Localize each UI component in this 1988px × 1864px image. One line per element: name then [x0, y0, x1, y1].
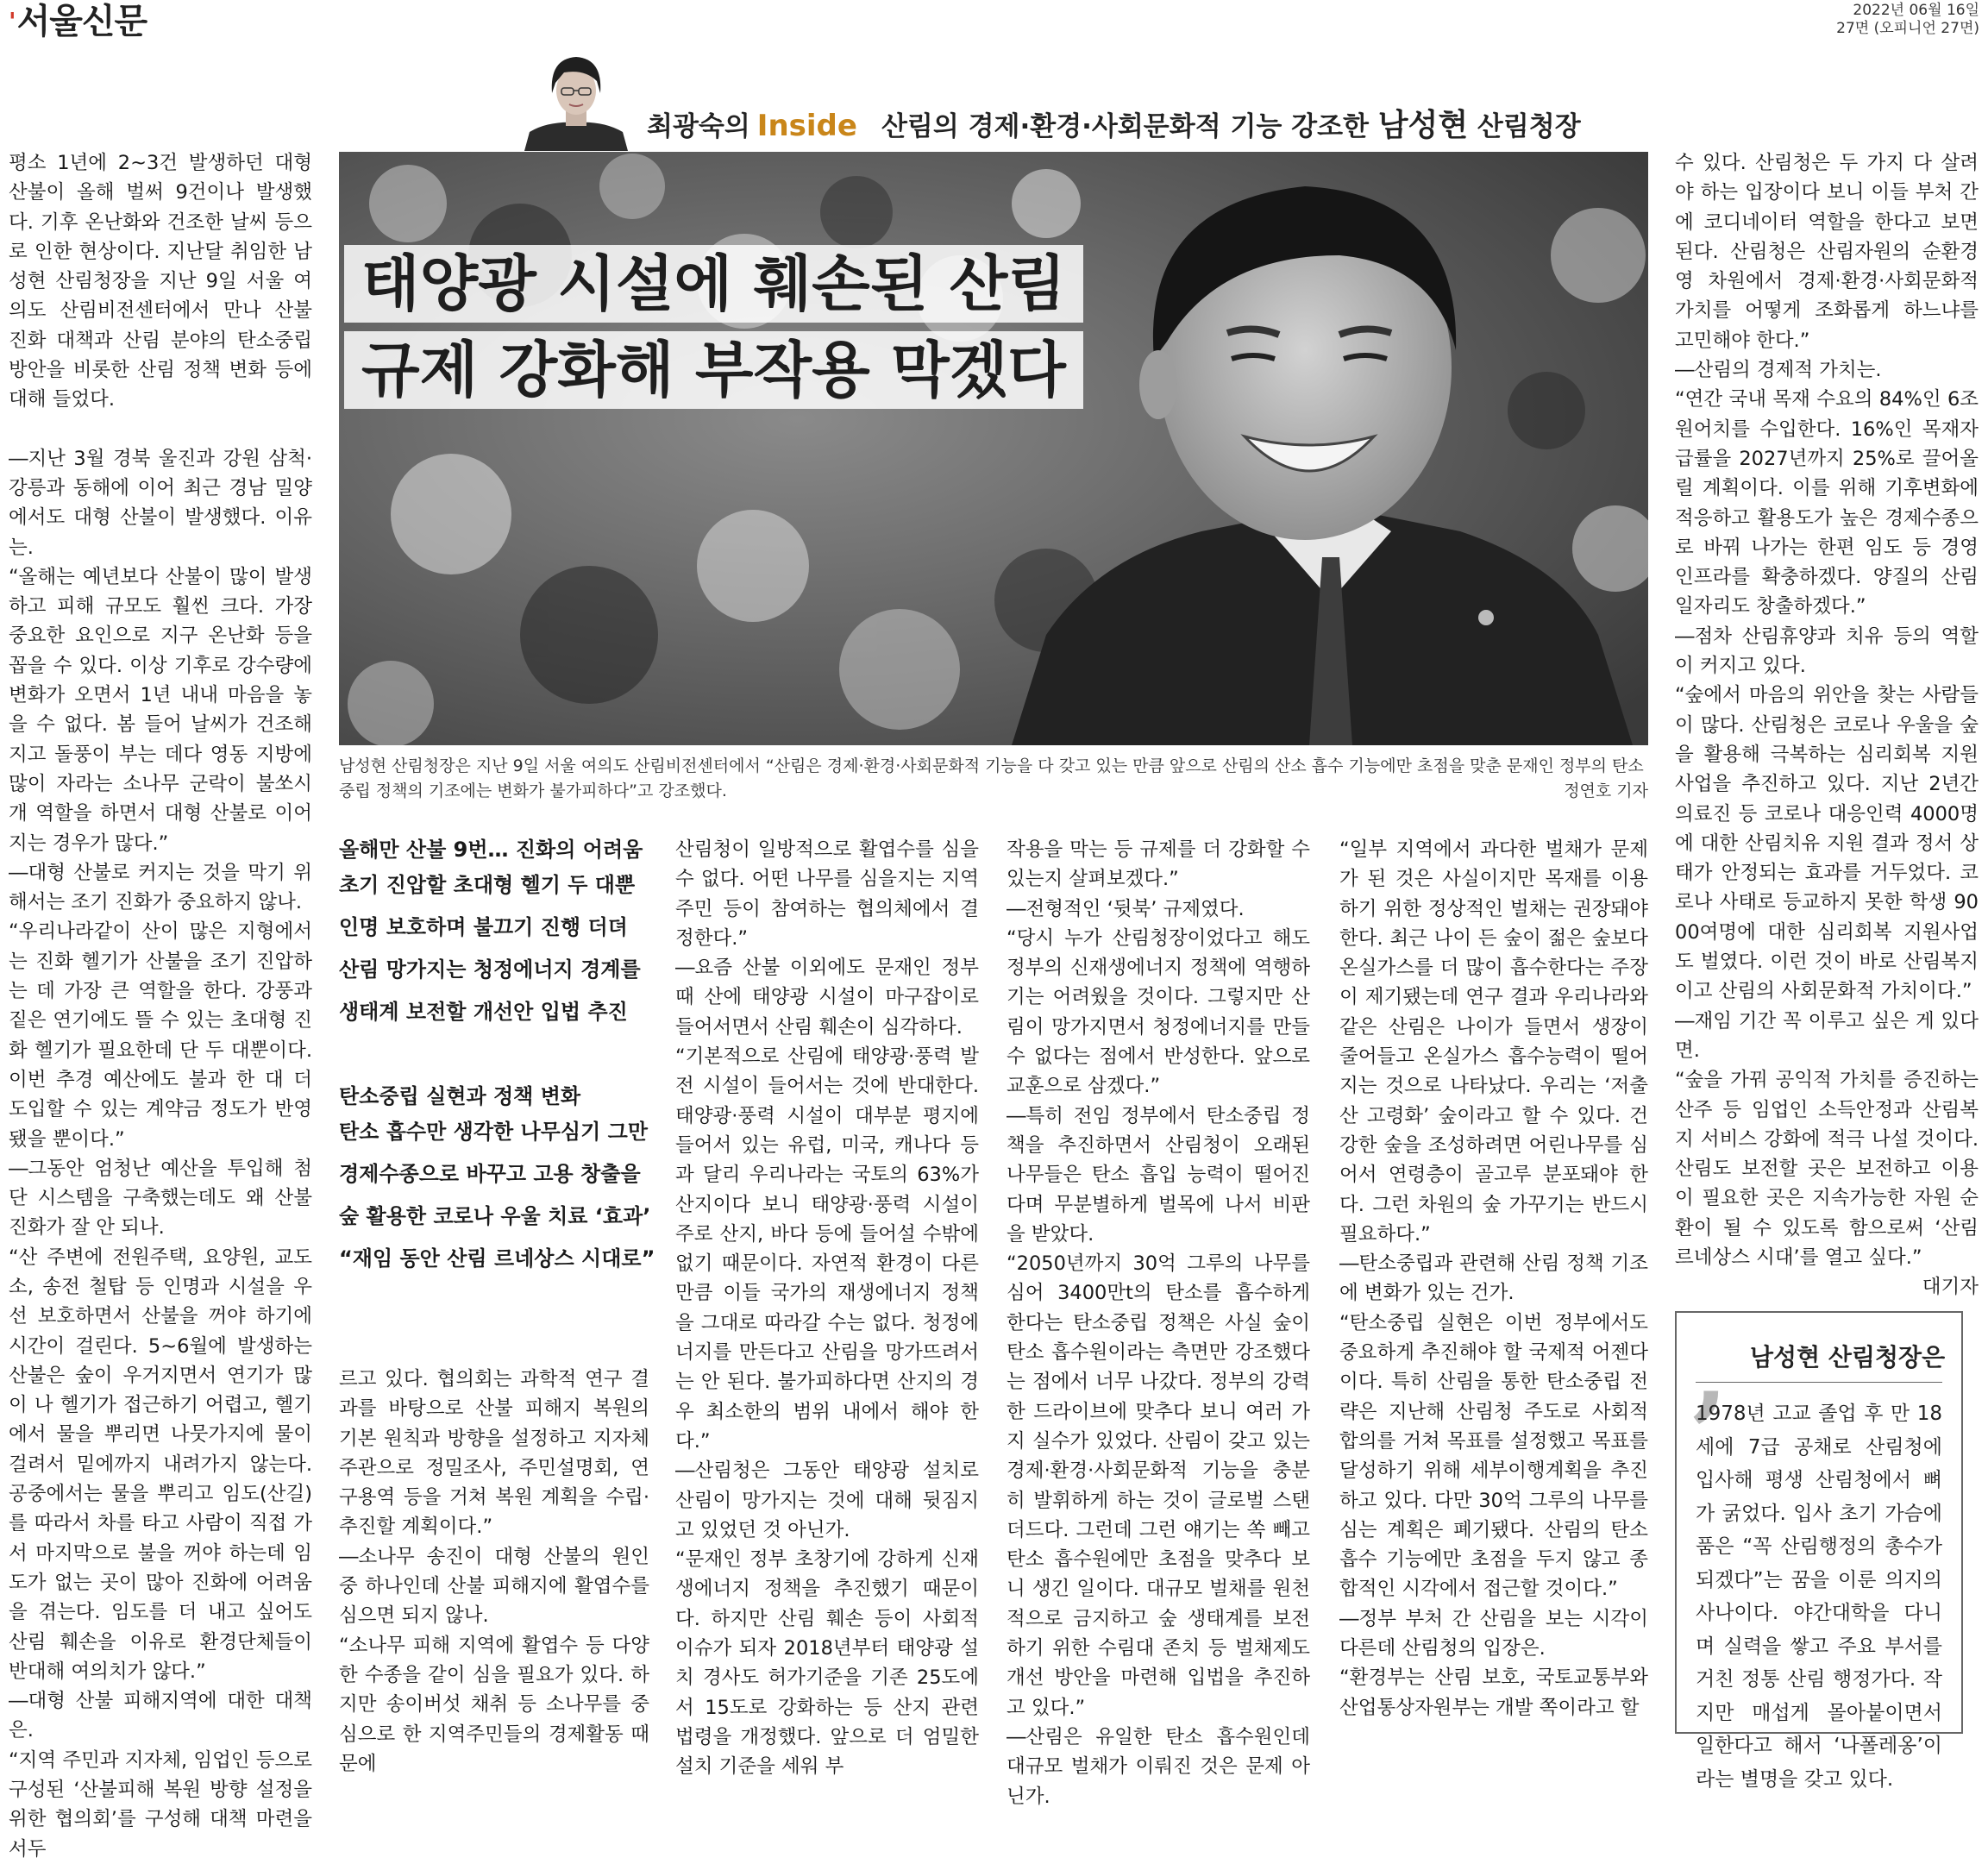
- subhead-title-1: 올해만 산불 9번… 진화의 어려움: [339, 838, 643, 862]
- answer: “탄소중립 실현은 이번 정부에서도 중요하게 추진해야 할 국제적 어젠다이다. 특히 산림을 통한 탄소중립 전략은 지난해 산림청 주도로 사회적 합의를 거쳐 목표를 설정했고 목표를 달성하기 위해 세부이행계획을 추진하고 있다. 다만 30억 그루의 나무를 심는 계획은 폐기됐다. 산림의 탄소 흡수 기능에만 초점을 두지 않고 종합적인 시각에서 접근할 것이다.”: [1339, 1311, 1648, 1601]
- article-column-1: [9, 148, 312, 1864]
- answer: 수 있다. 산림청은 두 가지 다 살려야 하는 입장이다 보니 이들 부처 간에 코디네이터 역할을 한다고 보면 된다. 산림청은 산림자원의 순환경영 차원에서 경제·환경·사회문화적 가치를 어떻게 조화롭게 하느냐를 고민해야 한다.”: [1675, 152, 1979, 352]
- question: ―소나무 송진이 대형 산불의 원인 중 하나인데 산불 피해지에 활엽수를 심으면 되지 않나.: [339, 1545, 649, 1628]
- answer: “당시 누가 산림청장이었다고 해도 정부의 신재생에너지 정책에 역행하기는 어려웠을 것이다. 그렇지만 산림이 망가지면서 청정에너지를 만들 수 없다는 점에서 반성한다. 앞으로 교훈으로 삼겠다.”: [1007, 926, 1310, 1098]
- question: ―산림청은 그동안 태양광 설치로 산림이 망가지는 것에 대해 뒷짐지고 있었던 것 아닌가.: [675, 1459, 979, 1541]
- profile-box: [1675, 1310, 1963, 1791]
- subhead-line: “재임 동안 산림 르네상스 시대로”: [339, 1246, 655, 1271]
- article-column-6: [1675, 148, 1979, 1302]
- question: ―지난 3월 경북 울진과 강원 삼척·강릉과 동해에 이어 최근 경남 밀양에서도 대형 산불이 발생했다. 이유는.: [9, 447, 312, 559]
- answer: 르고 있다. 협의회는 과학적 연구 결과를 바탕으로 산불 피해지 복원의 기본 원칙과 방향을 설정하고 지자체 주관으로 정밀조사, 주민설명회, 연구용역 등을 거쳐 복원 계획을 수립·추진할 계획이다.”: [339, 1368, 649, 1539]
- question: ―전형적인 ‘뒷북’ 규제였다.: [1007, 897, 1245, 920]
- answer: “2050년까지 30억 그루의 나무를 심어 3400만t의 탄소를 흡수하게 한다는 탄소중립 정책은 사실 숲이 탄소 흡수원이라는 측면만 강조했다는 점에서 너무 나갔다. 정부의 강력한 드라이브에 맞추다 보니 여러 가지 실수가 있었다. 산림이 갖고 있는 경제·환경·사회문화적 기능을 충분히 발휘하게 하는 것이 글로벌 스탠더드다. 그런데 그런 얘기는 쏙 빼고 탄소 흡수원에만 초점을 맞추다 보니 생긴 일이다. 대규모 벌채를 원천적으로 금지하고 숲 생태계를 보전하기 위한 수림대 존치 등 벌채제도 개선 방안을 마련해 입법을 추진하고 있다.”: [1007, 1252, 1310, 1719]
- series-header: [647, 109, 1581, 144]
- photo-caption: [339, 754, 1648, 804]
- main-photo: [339, 152, 1648, 745]
- subhead-line: 숲 활용한 코로나 우울 치료 ‘효과’: [339, 1204, 651, 1228]
- answer: 산림청이 일방적으로 활엽수를 심을 수 없다. 어떤 나무를 심을지는 지역주민 등이 참여하는 협의체에서 결정한다.”: [675, 838, 979, 950]
- subhead-line: 인명 보호하며 불끄기 진행 더뎌: [339, 915, 628, 939]
- question: ―정부 부처 간 산림을 보는 시각이 다른데 산림청의 입장은.: [1339, 1607, 1648, 1660]
- answer: “기본적으로 산림에 태양광·풍력 발전 시설이 들어서는 것에 반대한다. 태양광·풍력 시설이 대부분 평지에 들어서 있는 유럽, 미국, 캐나다 등과 달리 우리나라는 국토의 63%가 산지이다 보니 태양광·풍력 시설이 주로 산지, 바다 등에 들어설 수밖에 없기 때문이다. 자연적 환경이 다른 만큼 이들 국가의 재생에너지 정책을 그대로 따라갈 수는 없다. 청정에너지를 만든다고 산림을 망가뜨려서는 안 된다. 불가피하다면 산지의 경우 최소한의 범위 내에서 해야 한다.”: [675, 1045, 979, 1453]
- article-lead: 평소 1년에 2~3건 발생하던 대형 산불이 올해 벌써 9건이나 발생했다. 기후 온난화와 건조한 날씨 등으로 인한 현상이다. 지난달 취임한 남성현 산림청장을 지난 9일 서울 여의도 산림비전센터에서 만나 산불 진화 대책과 산림 분야의 탄소중립 방안을 비롯한 산림 정책 변화 등에 대해 들었다.: [9, 152, 312, 411]
- answer: “환경부는 산림 보호, 국토교통부와 산업통상자원부는 개발 쪽이라고 할: [1339, 1666, 1648, 1719]
- headline-line-1: 태양광 시설에 훼손된 산림: [344, 245, 1083, 323]
- subhead-line: 생태계 보전할 개선안 입법 추진: [339, 1000, 628, 1024]
- headline-line-2: 규제 강화해 부작용 막겠다: [344, 331, 1083, 409]
- quote-mark-icon: ,: [1692, 1310, 1728, 1432]
- interviewee-role: 산림청장: [1477, 111, 1581, 142]
- answer: “우리나라같이 산이 많은 지형에서는 진화 헬기가 산불을 조기 진압하는 데 가장 큰 역할을 한다. 강풍과 짙은 연기에도 뜰 수 있는 초대형 진화 헬기가 필요한데 단 두 대뿐이다. 이번 추경 예산에도 불과 한 대 더 도입할 수 있는 계약금 정도가 반영됐을 뿐이다.”: [9, 920, 312, 1151]
- question: ―산림은 유일한 탄소 흡수원인데 대규모 벌채가 이뤄진 것은 문제 아닌가.: [1007, 1725, 1310, 1808]
- subhead-line: 경제수종으로 바꾸고 고용 창출을: [339, 1162, 641, 1186]
- article-column-2: [339, 1365, 649, 1779]
- columnist-label: 최광숙의: [647, 111, 750, 142]
- answer: “숲에서 마음의 위안을 찾는 사람들이 많다. 산림청은 코로나 우울을 숲을 활용해 극복하는 심리회복 지원 사업을 추진하고 있다. 지난 2년간 의료진 등 코로나 대응인력 4000명에 대한 산림치유 지원 결과 정서 상태가 안정되는 효과를 거두었다. 코로나 사태로 등교하지 못한 학생 9000여명에 대한 심리회복 지원사업도 벌였다. 이런 것이 바로 산림복지이고 산림의 사회문화적 가치이다.”: [1675, 684, 1979, 1003]
- columnist-photo: [524, 43, 628, 151]
- answer: “일부 지역에서 과다한 벌채가 문제가 된 것은 사실이지만 목재를 이용하기 위한 정상적인 벌채는 권장돼야 한다. 최근 나이 든 숲이 젊은 숲보다 온실가스를 더 많이 흡수한다는 주장이 제기됐는데 연구 결과 우리나라와 같은 산림은 나이가 들면서 생장이 줄어들고 온실가스 흡수능력이 떨어지는 것으로 나타났다. 우리는 ‘저출산 고령화’ 숲이라고 할 수 있다. 건강한 숲을 조성하려면 어린나무를 심어서 연령층이 골고루 분포돼야 한다. 그런 차원의 숲 가꾸기는 반드시 필요하다.”: [1339, 838, 1648, 1246]
- answer: “문재인 정부 초창기에 강하게 신재생에너지 정책을 추진했기 때문이다. 하지만 산림 훼손 등이 사회적 이슈가 되자 2018년부터 태양광 설치 경사도 허가기준을 기존 25도에서 15도로 강화하는 등 산지 관련 법령을 개정했다. 앞으로 더 엄밀한 설치 기준을 세워 부: [675, 1548, 979, 1779]
- profile-title: 남성현 산림청장은: [1750, 1343, 1946, 1371]
- question: ―탄소중립과 관련해 산림 정책 기조에 변화가 있는 건가.: [1339, 1252, 1648, 1305]
- subhead-line: 탄소 흡수만 생각한 나무심기 그만: [339, 1120, 648, 1144]
- article-column-3: [675, 835, 979, 1782]
- question: ―특히 전임 정부에서 탄소중립 정책을 추진하면서 산림청이 오래된 나무들은 탄소 흡입 능력이 떨어진다며 무분별하게 벌목에 나서 비판을 받았다.: [1007, 1104, 1310, 1246]
- series-name: Inside: [756, 109, 857, 143]
- question: ―대형 산불로 커지는 것을 막기 위해서는 조기 진화가 중요하지 않나.: [9, 861, 312, 914]
- subhead-line: 초기 진압할 초대형 헬기 두 대뿐: [339, 873, 636, 897]
- question: ―재임 기간 꼭 이루고 싶은 게 있다면.: [1675, 1009, 1979, 1062]
- photo-credit: 정연호 기자: [1564, 781, 1648, 800]
- answer: “숲을 가꿔 공익적 가치를 증진하는 산주 등 임업인 소득안정과 산림복지 서비스 강화에 적극 나설 것이다. 산림도 보전할 곳은 보전하고 이용이 필요한 곳은 지속가능한 자원 순환이 될 수 있도록 함으로써 ‘산림 르네상스 시대’를 열고 싶다.”: [1675, 1069, 1979, 1269]
- answer: “연간 국내 목재 수요의 84%인 6조원어치를 수입한다. 16%인 목재자급률을 2027년까지 25%로 끌어올릴 계획이다. 이를 위해 기후변화에 적응하고 활용도가 높은 경제수종으로 바꿔 나가는 한편 임도 등 경영 인프라를 확충하겠다. 양질의 산림 일자리도 창출하겠다.”: [1675, 388, 1979, 618]
- dateline: [1836, 2, 1979, 38]
- answer: “지역 주민과 지자체, 임업인 등으로 구성된 ‘산불피해 복원 방향 설정을 위한 협의회’를 구성해 대책 마련을 서두: [9, 1748, 312, 1861]
- question: ―대형 산불 피해지역에 대한 대책은.: [9, 1690, 312, 1742]
- interviewee-name: 남성현: [1377, 108, 1469, 143]
- answer: “소나무 피해 지역에 활엽수 등 다양한 수종을 같이 심을 필요가 있다. 하지만 송이버섯 채취 등 소나무를 중심으로 한 지역주민들의 경제활동 때문에: [339, 1634, 649, 1775]
- byline: 대기자: [1922, 1276, 1979, 1299]
- subhead-line: 산림 망가지는 청정에너지 경계를: [339, 957, 641, 982]
- headline-deck: 산림의 경제·환경·사회문화적 기능 강조한: [881, 111, 1369, 142]
- masthead-logo: '서울신문: [9, 2, 147, 41]
- page-number: 27면 (오피니언 27면): [1836, 20, 1979, 37]
- portrait-photo: [339, 152, 1648, 745]
- question: ―그동안 엄청난 예산을 투입해 첨단 시스템을 구축했는데도 왜 산불 진화가 잘 안 되나.: [9, 1157, 312, 1240]
- subhead-title-2: 탄소중립 실현과 정책 변화: [339, 1084, 581, 1108]
- article-column-5: [1339, 835, 1648, 1723]
- answer: “올해는 예년보다 산불이 많이 발생하고 피해 규모도 훨씬 크다. 가장 중요한 요인으로 지구 온난화 등을 꼽을 수 있다. 이상 기후로 강수량에 변화가 오면서 1년 내내 마음을 놓을 수 없다. 봄 들어 날씨가 건조해지고 돌풍이 부는 데다 영동 지방에 많이 자라는 소나무 군락이 불쏘시개 역할을 하면서 대형 산불로 이어지는 경우가 많다.”: [9, 565, 312, 855]
- profile-body: 1978년 고교 졸업 후 만 18세에 7급 공채로 산림청에 입사해 평생 산림청에서 뼈가 굵었다. 입사 초기 가슴에 품은 “꼭 산림행정의 총수가 되겠다”는 꿈을 이룬 의지의 사나이다. 야간대학을 다니며 실력을 쌓고 주요 부서를 거친 정통 산림 행정가다. 작지만 매섭게 몰아붙이면서 일한다고 해서 ‘나폴레옹’이라는 별명을 갖고 있다.: [1696, 1403, 1942, 1791]
- caption-text: 남성현 산림청장은 지난 9일 서울 여의도 산림비전센터에서 “산림은 경제·환경·사회문화적 기능을 다 갖고 있는 만큼 앞으로 산림의 산소 흡수 기능에만 초점을 맞춘 문재인 정부의 탄소중립 정책의 기조에는 변화가 불가피하다”고 강조했다.: [339, 756, 1644, 800]
- profile-divider: [1696, 1382, 1942, 1383]
- answer: “산 주변에 전원주택, 요양원, 교도소, 송전 철탑 등 인명과 시설을 우선 보호하면서 산불을 꺼야 하기에 시간이 걸린다. 5~6월에 발생하는 산불은 숲이 우거지면서 연기가 많이 나 헬기가 접근하기 어렵고, 헬기에서 물을 뿌리면 나뭇가지에 물이 걸려서 밑에까지 내려가지 않는다. 공중에서는 물을 뿌리고 임도(산길)를 따라서 차를 타고 사람이 직접 가서 마지막으로 불을 꺼야 하는데 임도가 없는 곳이 많아 진화에 어려움을 겪는다. 임도를 더 내고 싶어도 산림 훼손을 이유로 환경단체들이 반대해 여의치가 않다.”: [9, 1246, 312, 1683]
- article-column-4: [1007, 835, 1310, 1811]
- publication-date: 2022년 06월 16일: [1853, 2, 1979, 19]
- masthead-name: 서울신문: [16, 2, 147, 41]
- subheads: [339, 835, 658, 1292]
- answer: 작용을 막는 등 규제를 더 강화할 수 있는지 살펴보겠다.”: [1007, 838, 1310, 891]
- question: ―산림의 경제적 가치는.: [1675, 359, 1882, 382]
- question: ―점차 산림휴양과 치유 등의 역할이 커지고 있다.: [1675, 624, 1979, 678]
- question: ―요즘 산불 이외에도 문재인 정부 때 산에 태양광 시설이 마구잡이로 들어서면서 산림 훼손이 심각하다.: [675, 957, 979, 1039]
